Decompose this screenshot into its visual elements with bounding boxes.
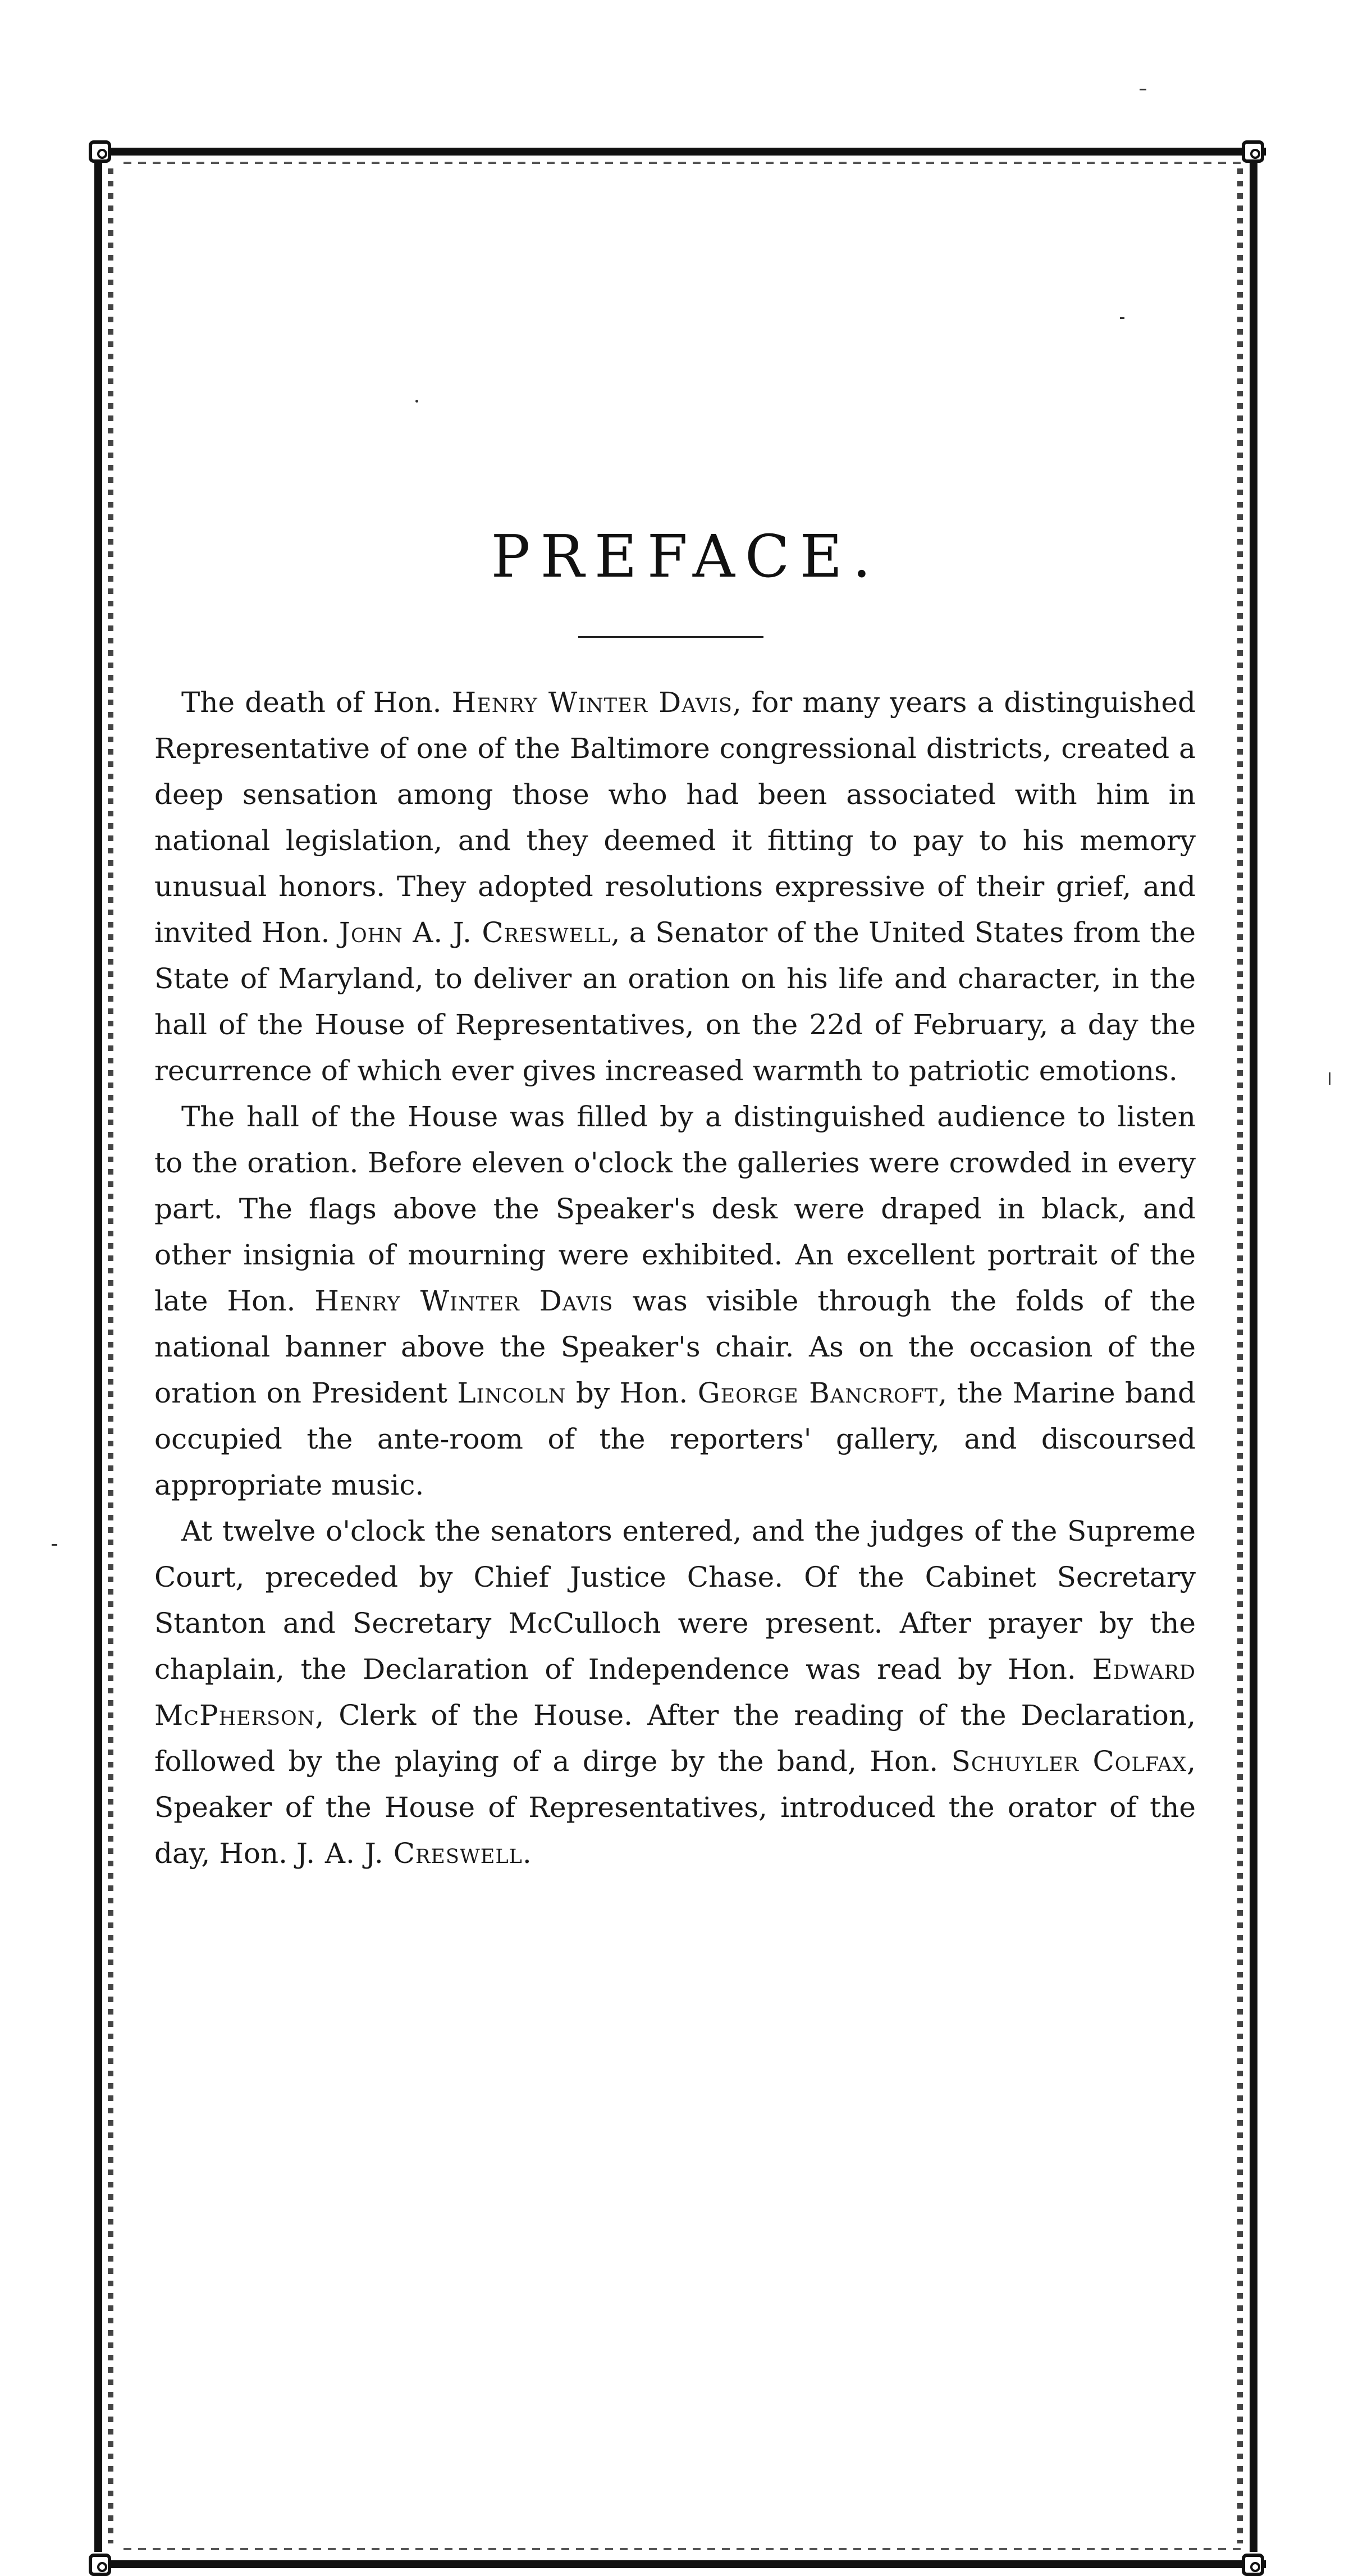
proper-name: Lincoln [457,1377,566,1409]
text-run: At twelve o'clock the senators entered, and the judges of the Supreme Court, preceded by Chief Justice Chase. Of the Cabinet Secretary Stanton and Secretary McCulloch were present. After prayer by the chaplain, the Declaration of Independence was read by Hon. [154,1515,1196,1686]
proper-name: Henry Winter Davis [451,686,733,719]
text-run: by Hon. [566,1377,698,1409]
border-bottom-rule [104,2560,1266,2568]
print-speck [52,1544,57,1546]
border-bottom-ornament [124,2548,1241,2550]
title-underline [578,636,763,638]
print-speck [415,400,418,403]
border-top-rule [104,148,1266,156]
proper-name: John A. J. Creswell [339,916,611,949]
text-run: The death of Hon. [181,686,452,719]
paragraph [154,679,1196,1094]
text-run: , for many years a distinguished Representative of one of the Baltimore congressional districts, created a deep sensation among those who had been associated with him in national legislation, and they deemed it fitting to pay to his memory unusual honors. They adopted resolutions expressive of their grief, and invited Hon. [154,686,1196,949]
print-speck [1329,1072,1330,1085]
page-title: PREFACE. [491,522,881,591]
text-run: , a Senator of the United States from the State of Maryland, to deliver an oration on his life and character, in the hall of the House of Representatives, on the 22d of February, a day the recurrence of which ever gives increased warmth to patriotic emotions. [154,916,1196,1087]
proper-name: Schuyler Colfax [951,1745,1187,1778]
corner-ornament-top-right [1242,140,1264,163]
proper-name: George Bancroft [697,1377,939,1409]
text-run: , Clerk of the House. After the reading of the Declaration, followed by the playing of a dirge by the band, Hon. [154,1699,1196,1778]
text-run: , Speaker of the House of Representatives, introduced the orator of the day, Hon. [154,1745,1196,1870]
border-top-ornament [124,162,1241,164]
border-left-rule [94,163,102,2552]
corner-ornament-bottom-left [89,2554,111,2576]
print-speck [1140,89,1146,90]
proper-name: Edward McPherson [154,1653,1196,1732]
corner-ornament-top-left [89,140,111,163]
proper-name: J. A. J. Creswell [296,1837,523,1870]
paragraph [154,1508,1196,1876]
text-run: . [522,1837,532,1870]
print-speck [1120,317,1124,319]
preface-body [154,679,1196,1876]
text-run: , the Marine band occupied the ante-room of the reporters' gallery, and discoursed appropriate music. [154,1377,1196,1501]
text-run: was visible through the folds of the national banner above the Speaker's chair. As on the occasion of the oration on President [154,1285,1196,1409]
proper-name: Henry Winter Davis [314,1285,614,1317]
text-run: The hall of the House was filled by a distinguished audience to listen to the oration. Before eleven o'clock the galleries were crowded in every part. The flags above the Speaker's desk were draped in black, and other insignia of mourning were exhibited. An excellent portrait of the late Hon. [154,1100,1196,1317]
corner-ornament-bottom-right [1242,2554,1264,2576]
paragraph [154,1094,1196,1508]
border-right-rule [1250,163,1257,2552]
